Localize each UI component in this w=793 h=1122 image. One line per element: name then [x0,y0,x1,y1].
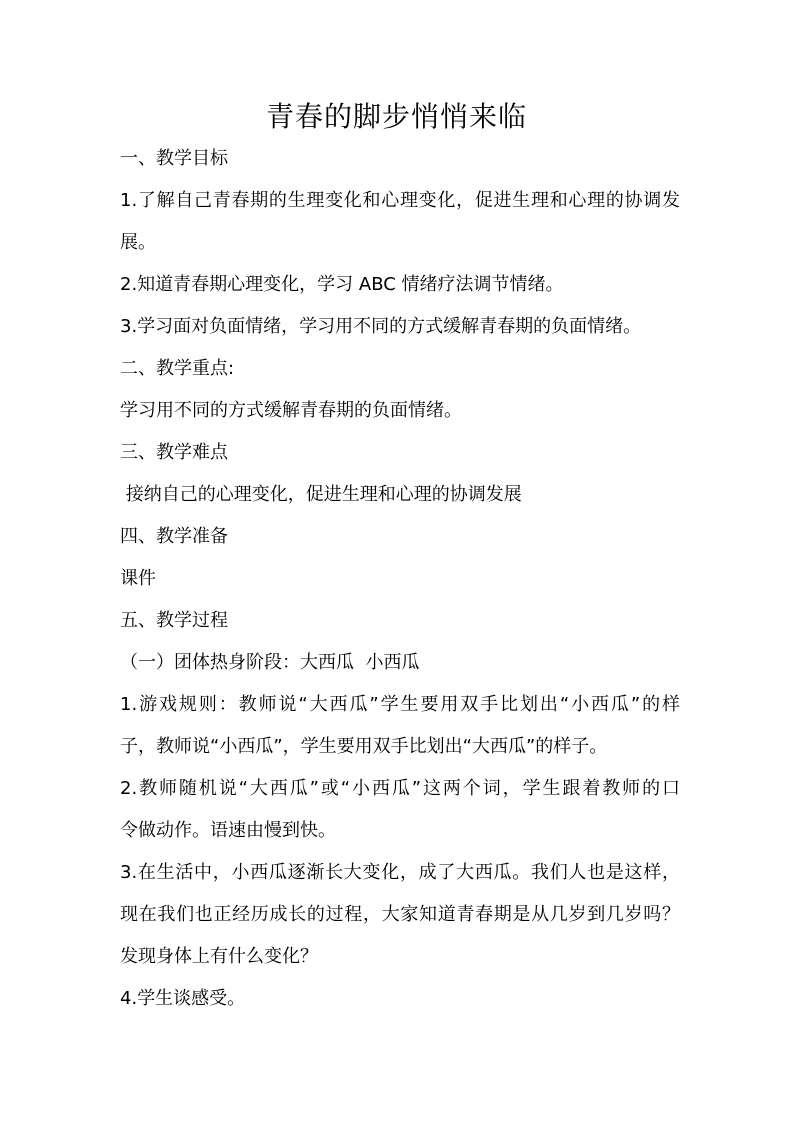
preparation-text: 课件 [120,568,156,589]
difficulty-text: 接纳自己的心理变化，促进生理和心理的协调发展 [120,484,522,505]
step-2-line-2: 令做动作。语速由慢到快。 [120,820,336,841]
section-heading-preparation: 四、教学准备 [120,526,228,547]
section-heading-process: 五、教学过程 [120,610,228,631]
step-1-line-2: 子，教师说“小西瓜”，学生要用双手比划出“大西瓜”的样子。 [120,736,608,757]
goal-1-line-1: 1.了解自己青春期的生理变化和心理变化，促进生理和心理的协调发 [120,190,680,211]
page-title: 青春的脚步悄悄来临 [265,100,527,133]
goal-2: 2.知道青春期心理变化，学习 ABC 情绪疗法调节情绪。 [120,274,564,295]
section-heading-key-points: 二、教学重点: [120,358,235,379]
step-3-line-3: 发现身体上有什么变化？ [120,946,318,967]
step-1-line-1: 1.游戏规则：教师说“大西瓜”学生要用双手比划出“小西瓜”的样 [120,694,680,715]
step-3-line-2: 现在我们也正经历成长的过程，大家知道青春期是从几岁到几岁吗？ [120,904,680,925]
step-4: 4.学生谈感受。 [120,988,246,1009]
stage-1-heading: （一）团体热身阶段：大西瓜 小西瓜 [120,652,420,673]
key-points-text: 学习用不同的方式缓解青春期的负面情绪。 [120,400,462,421]
goal-1-line-2: 展。 [120,232,156,253]
section-heading-goals: 一、教学目标 [120,148,228,169]
section-heading-difficulty: 三、教学难点 [120,442,228,463]
goal-3: 3.学习面对负面情绪，学习用不同的方式缓解青春期的负面情绪。 [120,316,642,337]
step-3-line-1: 3.在生活中，小西瓜逐渐长大变化，成了大西瓜。我们人也是这样， [120,862,680,883]
step-2-line-1: 2.教师随机说“大西瓜”或“小西瓜”这两个词，学生跟着教师的口 [120,778,680,799]
